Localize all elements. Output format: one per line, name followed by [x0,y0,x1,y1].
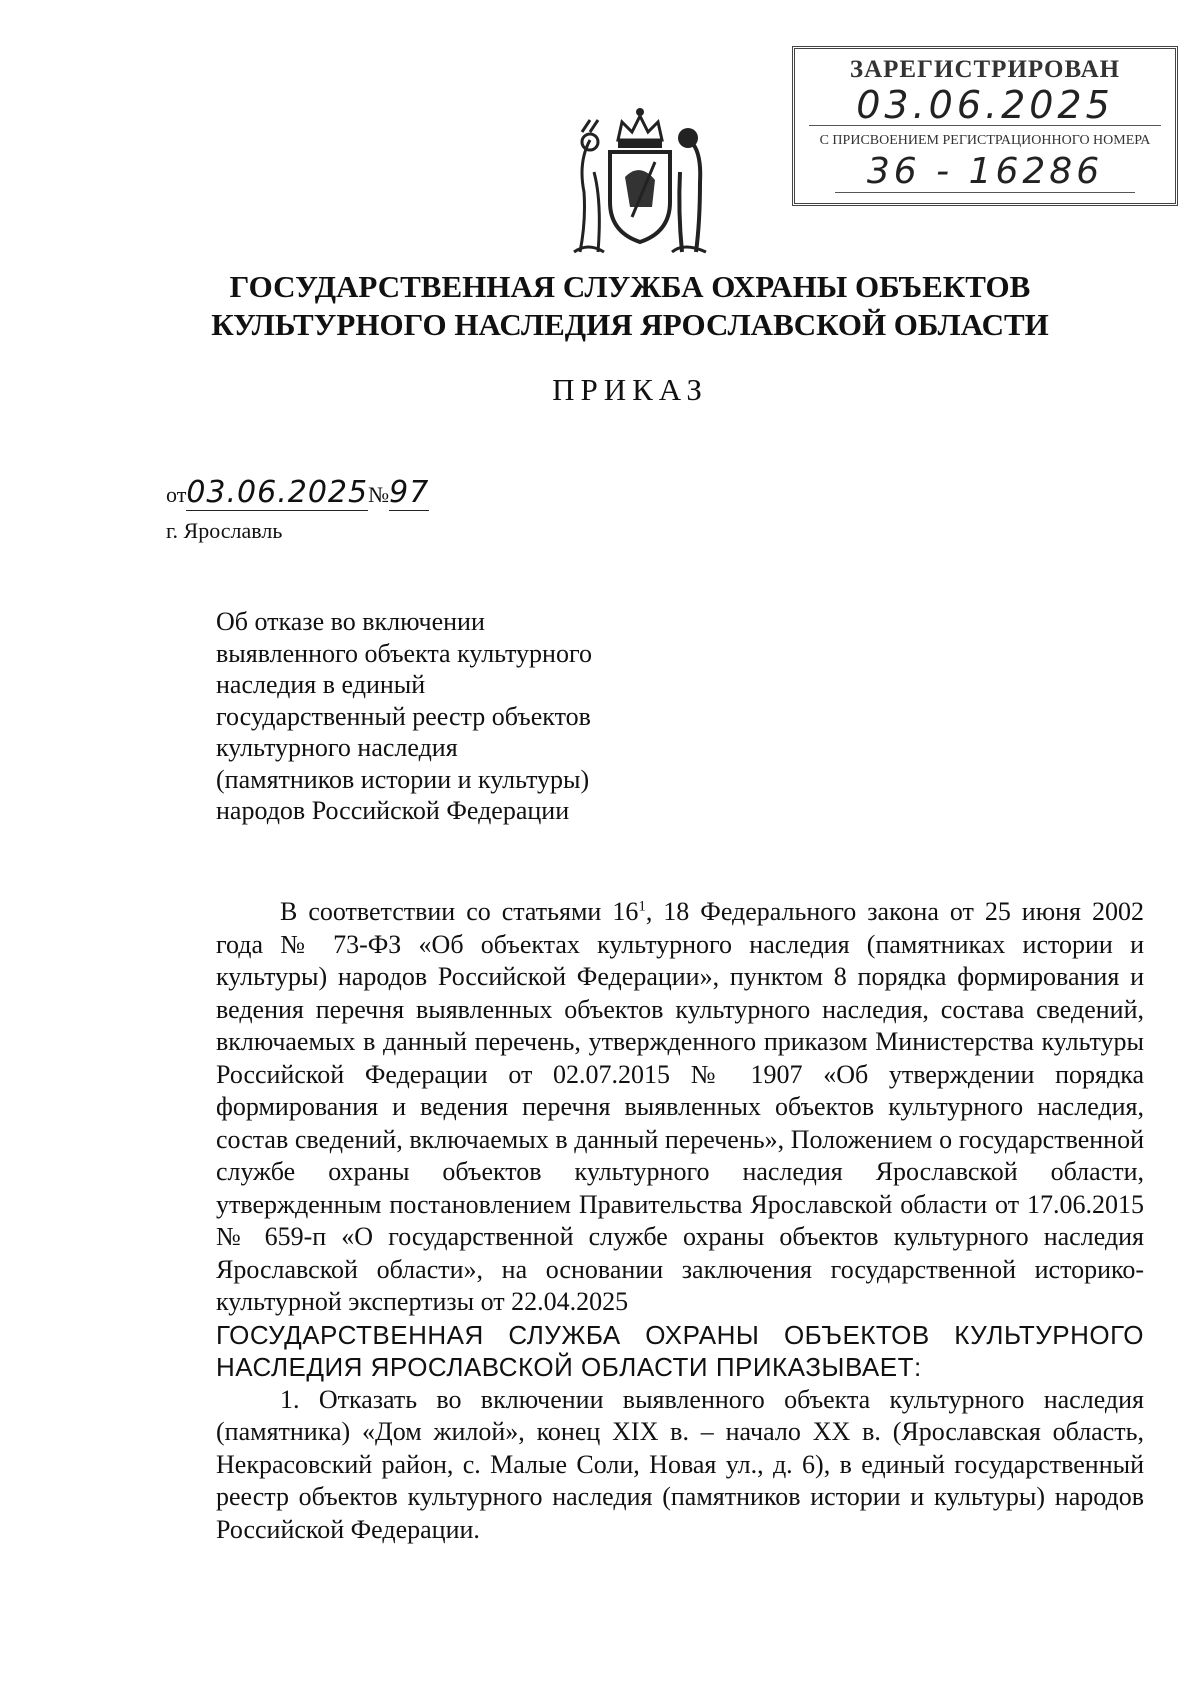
order-number: 97 [389,475,430,510]
registration-stamp [792,46,1178,206]
article-superscript: 1 [638,898,646,915]
number-label: № [368,482,390,507]
subject-line: (памятников истории и культуры) [216,764,590,794]
order-subject [216,606,676,827]
subject-line: культурного наследия [216,733,458,762]
order-date: 03.06.2025 [186,475,369,510]
subject-line: государственный реестр объектов [216,701,591,731]
order-body [216,896,1144,1546]
order-heading: ПРИКАЗ [552,372,708,407]
stamp-subtitle: С ПРИСВОЕНИЕМ РЕГИСТРАЦИОННОГО НОМЕРА [819,133,1151,148]
agency-line-2: КУЛЬТУРНОГО НАСЛЕДИЯ ЯРОСЛАВСКОЙ ОБЛАСТИ [211,307,1049,342]
order-dateline [166,475,430,510]
preamble-paragraph [216,896,1144,1319]
coat-of-arms-icon [560,102,720,262]
order-item-1: 1. Отказать во включении выявленного объекта культурного наследия (памятника) «Дом жилой», конец XIX в. – начало XX в. (Ярославская область, Некрасовский район, с. Малые Соли, Новая ул., д. 6), в единый государственный реестр объектов культурного наследия (памятников истории и культуры) народов Российской Федерации. [216,1384,1144,1544]
decree-line: ГОСУДАРСТВЕННАЯ СЛУЖБА ОХРАНЫ ОБЪЕКТОВ КУЛЬТУРНОГО НАСЛЕДИЯ ЯРОСЛАВСКОЙ ОБЛАСТИ ПРИКАЗЫВАЕТ: [216,1319,1144,1382]
preamble-start: В соответствии со статьями 16 [280,897,639,926]
from-label: от [166,482,187,507]
stamp-date: 03.06.2025 [809,85,1161,126]
stamp-title: ЗАРЕГИСТРИРОВАН [849,56,1121,83]
preamble-rest: , 18 Федерального закона от 25 июня 2002 года № 73-ФЗ «Об объектах культурного наследия (памятниках истории и культуры) народов Российской Федерации», пунктом 8 порядка формирования и ведения перечня выявленных объектов культурного наследия, состава сведений, включаемых в данный перечень, утвержденного приказом Министерства культуры Российской Федерации от 02.07.2015 № 1907 «Об утверждении порядка формирования и ведения перечня выявленных объектов культурного наследия, состав сведений, включаемых в данный перечень», Положением о государственной службе охраны объектов культурного наследия Ярославской области, утвержденным постановлением Правительства Ярославской области от 17.06.2015 № 659-п «О государственной службе охраны объектов культурного наследия Ярославской области», на основании заключения государственной историко-культурной экспертизы от 22.04.2025 [216,897,1144,1316]
order-city: г. Ярославль [166,518,283,543]
subject-line: выявленного объекта культурного [216,638,592,668]
stamp-number: 36 - 16286 [835,152,1135,193]
subject-line: Об отказе во включении [216,607,485,636]
agency-title [0,268,1200,344]
subject-line: народов Российской Федерации [216,796,570,825]
subject-line: наследия в единый [216,670,426,699]
agency-line-1: ГОСУДАРСТВЕННАЯ СЛУЖБА ОХРАНЫ ОБЪЕКТОВ [229,269,1031,304]
